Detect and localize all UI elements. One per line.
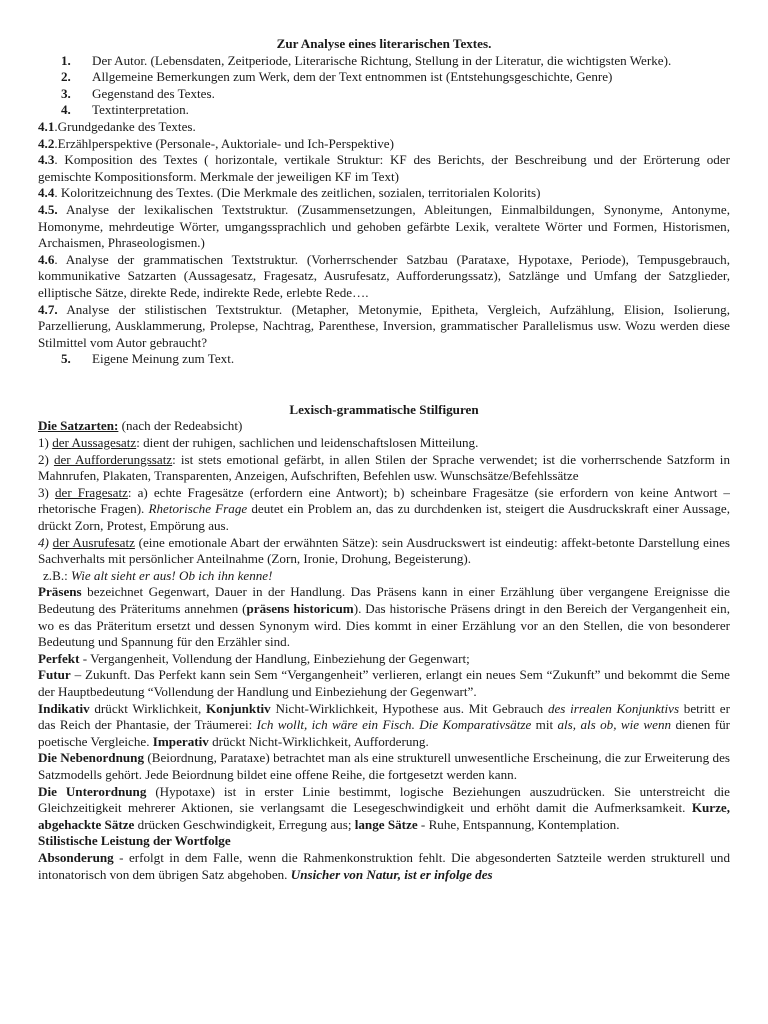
example-label: z.B.: bbox=[43, 567, 72, 583]
paragraph-text: drückt Wirklichkeit, bbox=[89, 700, 206, 716]
sub-item bbox=[38, 202, 730, 252]
stil-title: Lexisch-grammatische Stilfiguren bbox=[289, 401, 479, 417]
paragraph-text: drücken Geschwindigkeit, Erregung aus; bbox=[134, 816, 355, 832]
sub-text: Analyse der lexikalischen Textstruktur. (Zusammensetzungen, Ableitungen, Einmalbildungen, Synonyme, Antonyme, Homonyme, mehrdeutige Wörter, umgangssprachlich und gehoben gefärbte Lexik, veraltete Wörter und Formen, Historismen, Archaismen, Phraseologismen.) bbox=[38, 201, 730, 251]
bold-italic-phrase: Unsicher von Natur, bbox=[290, 866, 401, 882]
sub-item bbox=[38, 252, 730, 302]
satzarten-heading bbox=[38, 418, 730, 435]
paragraph-futur bbox=[38, 667, 730, 700]
term-indikativ: Indikativ bbox=[38, 700, 90, 716]
paragraph-text: ). Das historische Präsens dringt in den Bereich der Vergangenheit ein, wo es das Präteritum ersetzt und dessen Synonym wird. Dies kommt in einer Erzählung vor an den Stellen, die von besonderer Bedeutung und Spannung für den Erzähler sind. bbox=[38, 601, 730, 650]
list-item bbox=[38, 86, 730, 103]
paragraph-absonderung bbox=[38, 850, 730, 883]
bold-italic-phrase: ist er infolge des bbox=[400, 866, 493, 882]
satzart-number: 1) bbox=[38, 435, 53, 451]
paragraph-text: mit bbox=[531, 717, 558, 733]
satzart-term: der Fragesatz bbox=[54, 484, 128, 500]
paragraph-text: betritt er das Reich der Phantasie, der Träumerei: bbox=[38, 700, 730, 733]
list-number: 3. bbox=[61, 85, 71, 101]
sub-text: . Koloritzeichnung des Textes. (Die Merkmale des zeitlichen, sozialen, territorialen Kolorits) bbox=[54, 185, 541, 201]
term-praesens: Präsens bbox=[38, 584, 82, 600]
paragraph-unterordnung bbox=[38, 784, 730, 834]
satzart-term: der Ausrufesatz bbox=[52, 534, 135, 550]
sub-number: 4.4 bbox=[38, 185, 55, 201]
section-gap bbox=[38, 385, 730, 402]
paragraph-text: - Ruhe, Entspannung, Kontemplation. bbox=[417, 816, 620, 832]
sub-item bbox=[38, 152, 730, 185]
sub-number: 4.6 bbox=[38, 251, 55, 267]
italic-phrase: Ich wollt, ich wäre ein Fisch. Die Komparativsätze bbox=[256, 717, 532, 733]
list-text: Der Autor. (Lebensdaten, Zeitperiode, Literarische Richtung, Stellung in der Literatur, die wichtigsten Werke). bbox=[92, 52, 672, 68]
paragraph-text: Nicht-Wirklichkeit, Hypothese aus. Mit Gebrauch bbox=[270, 700, 548, 716]
example-text: Wie alt sieht er aus! Ob ich ihn kenne! bbox=[71, 567, 273, 583]
list-item bbox=[38, 53, 730, 70]
paragraph-text: – Zukunft. Das Perfekt kann sein Sem “Vergangenheit” verlieren, erlangt ein neues Sem “Zukunft” und bekommt die Seme der Hauptbedeutung “Vollendung der Handlung und Einbeziehung der Gegenwart”. bbox=[38, 667, 730, 699]
satzart-text: (eine emotionale Abart der erwähnten Sätze): sein Ausdruckswert ist eindeutig: affekt-betonte Darstellung eines Sachverhalts mit persönlicher Anteilnahme (Zorn, Ironie, Drohung, Begeisterung). bbox=[38, 534, 730, 567]
satzart-2 bbox=[38, 452, 730, 485]
list-text: Gegenstand des Textes. bbox=[92, 85, 215, 101]
sub-item bbox=[38, 302, 730, 352]
sub-item bbox=[38, 136, 730, 153]
satzart-number: 2) bbox=[38, 451, 54, 467]
paragraph-perfekt bbox=[38, 651, 730, 668]
satzart-text: : dient der ruhigen, sachlichen und leidenschaftslosen Mitteilung. bbox=[136, 435, 479, 451]
satzart-text: deutet ein Problem an, das zu durchdenken ist, steigert die Ausdruckskraft einer Aussage, drückt Zorn, Protest, Empörung aus. bbox=[38, 501, 730, 534]
list-number: 2. bbox=[61, 69, 71, 85]
sub-number: 4.7. bbox=[38, 301, 58, 317]
paragraph-indikativ bbox=[38, 701, 730, 751]
term-lange-saetze: lange Sätze bbox=[354, 816, 418, 832]
sub-number: 4.2 bbox=[38, 135, 55, 151]
example-line bbox=[38, 568, 730, 585]
section-gap bbox=[38, 368, 730, 385]
sub-text: . Komposition des Textes ( horizontale, vertikale Struktur: KF des Berichts, der Beschreibung und der Erörterung oder gemischte Kompositionsform. Merkmale der jeweiligen KF im Text) bbox=[38, 152, 730, 184]
sub-number: 4.1 bbox=[38, 118, 55, 134]
paragraph-text: drückt Nicht-Wirklichkeit, Aufforderung. bbox=[208, 733, 429, 749]
list-number: 4. bbox=[61, 102, 71, 118]
sub-item bbox=[38, 185, 730, 202]
sub-text: .Grundgedanke des Textes. bbox=[54, 118, 196, 134]
term-imperativ: Imperativ bbox=[152, 733, 209, 749]
satzart-number: 4) bbox=[38, 534, 53, 550]
satzart-3 bbox=[38, 485, 730, 535]
paragraph-text: - erfolgt in dem Falle, wenn die Rahmenkonstruktion fehlt. Die abgesonderten Satzteile werden strukturell und intonatorisch von dem übrigen Satz abgehoben. bbox=[38, 849, 730, 882]
list-item bbox=[38, 102, 730, 119]
list-number: 5. bbox=[61, 351, 71, 367]
term-kurze-saetze: Kurze, abgehackte Sätze bbox=[38, 800, 730, 832]
list-text: Textinterpretation. bbox=[92, 102, 189, 118]
satzart-number: 3) bbox=[38, 484, 55, 500]
term-praesens-historicum: präsens historicum bbox=[246, 601, 354, 616]
paragraph-praesens bbox=[38, 584, 730, 650]
term-unterordnung: Die Unterordnung bbox=[38, 783, 147, 799]
paragraph-text: (Hypotaxe) ist in erster Linie bestimmt, logische Beziehungen auszudrücken. Sie unterstreicht die Gleichzeitigkeit mehrerer Aktionen, sie verlangsamt die Lesegeschwindigkeit und erhöht damit die Aufmerksamkeit. bbox=[38, 783, 730, 816]
satzart-italic-term: Rhetorische Frage bbox=[148, 501, 248, 517]
term-absonderung: Absonderung bbox=[38, 849, 114, 865]
satzarten-note: (nach der Redeabsicht) bbox=[118, 418, 243, 434]
satzart-term: der Aufforderungssatz bbox=[53, 451, 173, 467]
sub-text: . Analyse der grammatischen Textstruktur. (Vorherrschender Satzbau (Parataxe, Hypotaxe, Periode), Tempusgebrauch, kommunikative Satzarten (Aussagesatz, Fragesatz, Ausrufesatz, Aufforderungssatz), Satzlänge und Umfang der Satzglieder, elliptische Sätze, direkte Rede, indirekte Rede, erlebte Rede…. bbox=[38, 251, 730, 300]
satzart-term: der Aussagesatz bbox=[52, 435, 137, 451]
list-number: 1. bbox=[61, 52, 71, 68]
paragraph-text: (Beiordnung, Parataxe) betrachtet man als eine strukturell unwesentliche Erscheinung, die zur Erweiterung des Satzmodells gehört. Jede Beiordnung bildet eine offene Reihe, die fortgesetzt werden kann. bbox=[38, 750, 730, 782]
sub-number: 4.3 bbox=[38, 152, 55, 168]
analyse-title: Zur Analyse eines literarischen Textes. bbox=[276, 36, 492, 51]
paragraph-text: bezeichnet Gegenwart, Dauer in der Handlung. Das Präsens kann in einer Erzählung über vergangene Ereignisse die Bedeutung des Präteritums annehmen ( bbox=[38, 584, 730, 616]
list-text: Allgemeine Bemerkungen zum Werk, dem der Text entnommen ist (Entstehungsgeschichte, Genre) bbox=[92, 69, 613, 85]
term-perfekt: Perfekt bbox=[38, 650, 80, 666]
paragraph-text: dienen für poetische Vergleiche. bbox=[38, 717, 731, 749]
paragraph-nebenordnung bbox=[38, 750, 730, 783]
term-konjunktiv: Konjunktiv bbox=[205, 700, 271, 716]
sub-number: 4.5. bbox=[38, 201, 58, 217]
satzart-text: : ist stets emotional gefärbt, in allen Stilen der Sprache verwendet; ist die vorherrschende Satzform in Mahnrufen, Plakaten, Transparenten, Anzeigen, Aufschriften, Befehlen usw. Wunschsätze/Befehlssätze bbox=[38, 451, 730, 484]
satzarten-label: Die Satzarten: bbox=[38, 418, 119, 434]
italic-phrase: des irrealen Konjunktivs bbox=[547, 700, 680, 716]
wortfolge-heading: Stilistische Leistung der Wortfolge bbox=[38, 833, 231, 849]
satzart-4 bbox=[38, 535, 730, 568]
sub-item bbox=[38, 119, 730, 136]
sub-text: .Erzählperspektive (Personale-, Auktoriale- und Ich-Perspektive) bbox=[54, 135, 394, 151]
list-text: Eigene Meinung zum Text. bbox=[92, 351, 235, 367]
paragraph-text: - Vergangenheit, Vollendung der Handlung, Einbeziehung der Gegenwart; bbox=[79, 650, 470, 666]
sub-text: Analyse der stilistischen Textstruktur. (Metapher, Metonymie, Epitheta, Vergleich, Aufzählung, Elision, Isolierung, Parzellierung, Ausklammerung, Prolepse, Nachtrag, Parenthese, Inversion, grammatischer Parallelismus usw. Wozu werden diese Stilmittel vom Autor gebraucht? bbox=[38, 301, 730, 350]
list-item bbox=[38, 69, 730, 86]
list-item bbox=[38, 351, 730, 368]
term-futur: Futur bbox=[38, 667, 71, 683]
term-nebenordnung: Die Nebenordnung bbox=[38, 750, 144, 766]
italic-phrase: als, als ob, wie wenn bbox=[557, 717, 672, 733]
satzart-text: : a) echte Fragesätze (erfordern eine Antwort); b) scheinbare Fragesätze (sie erfordern von keine Antwort – rhetorische Fragen). bbox=[38, 484, 730, 517]
satzart-1 bbox=[38, 435, 730, 452]
